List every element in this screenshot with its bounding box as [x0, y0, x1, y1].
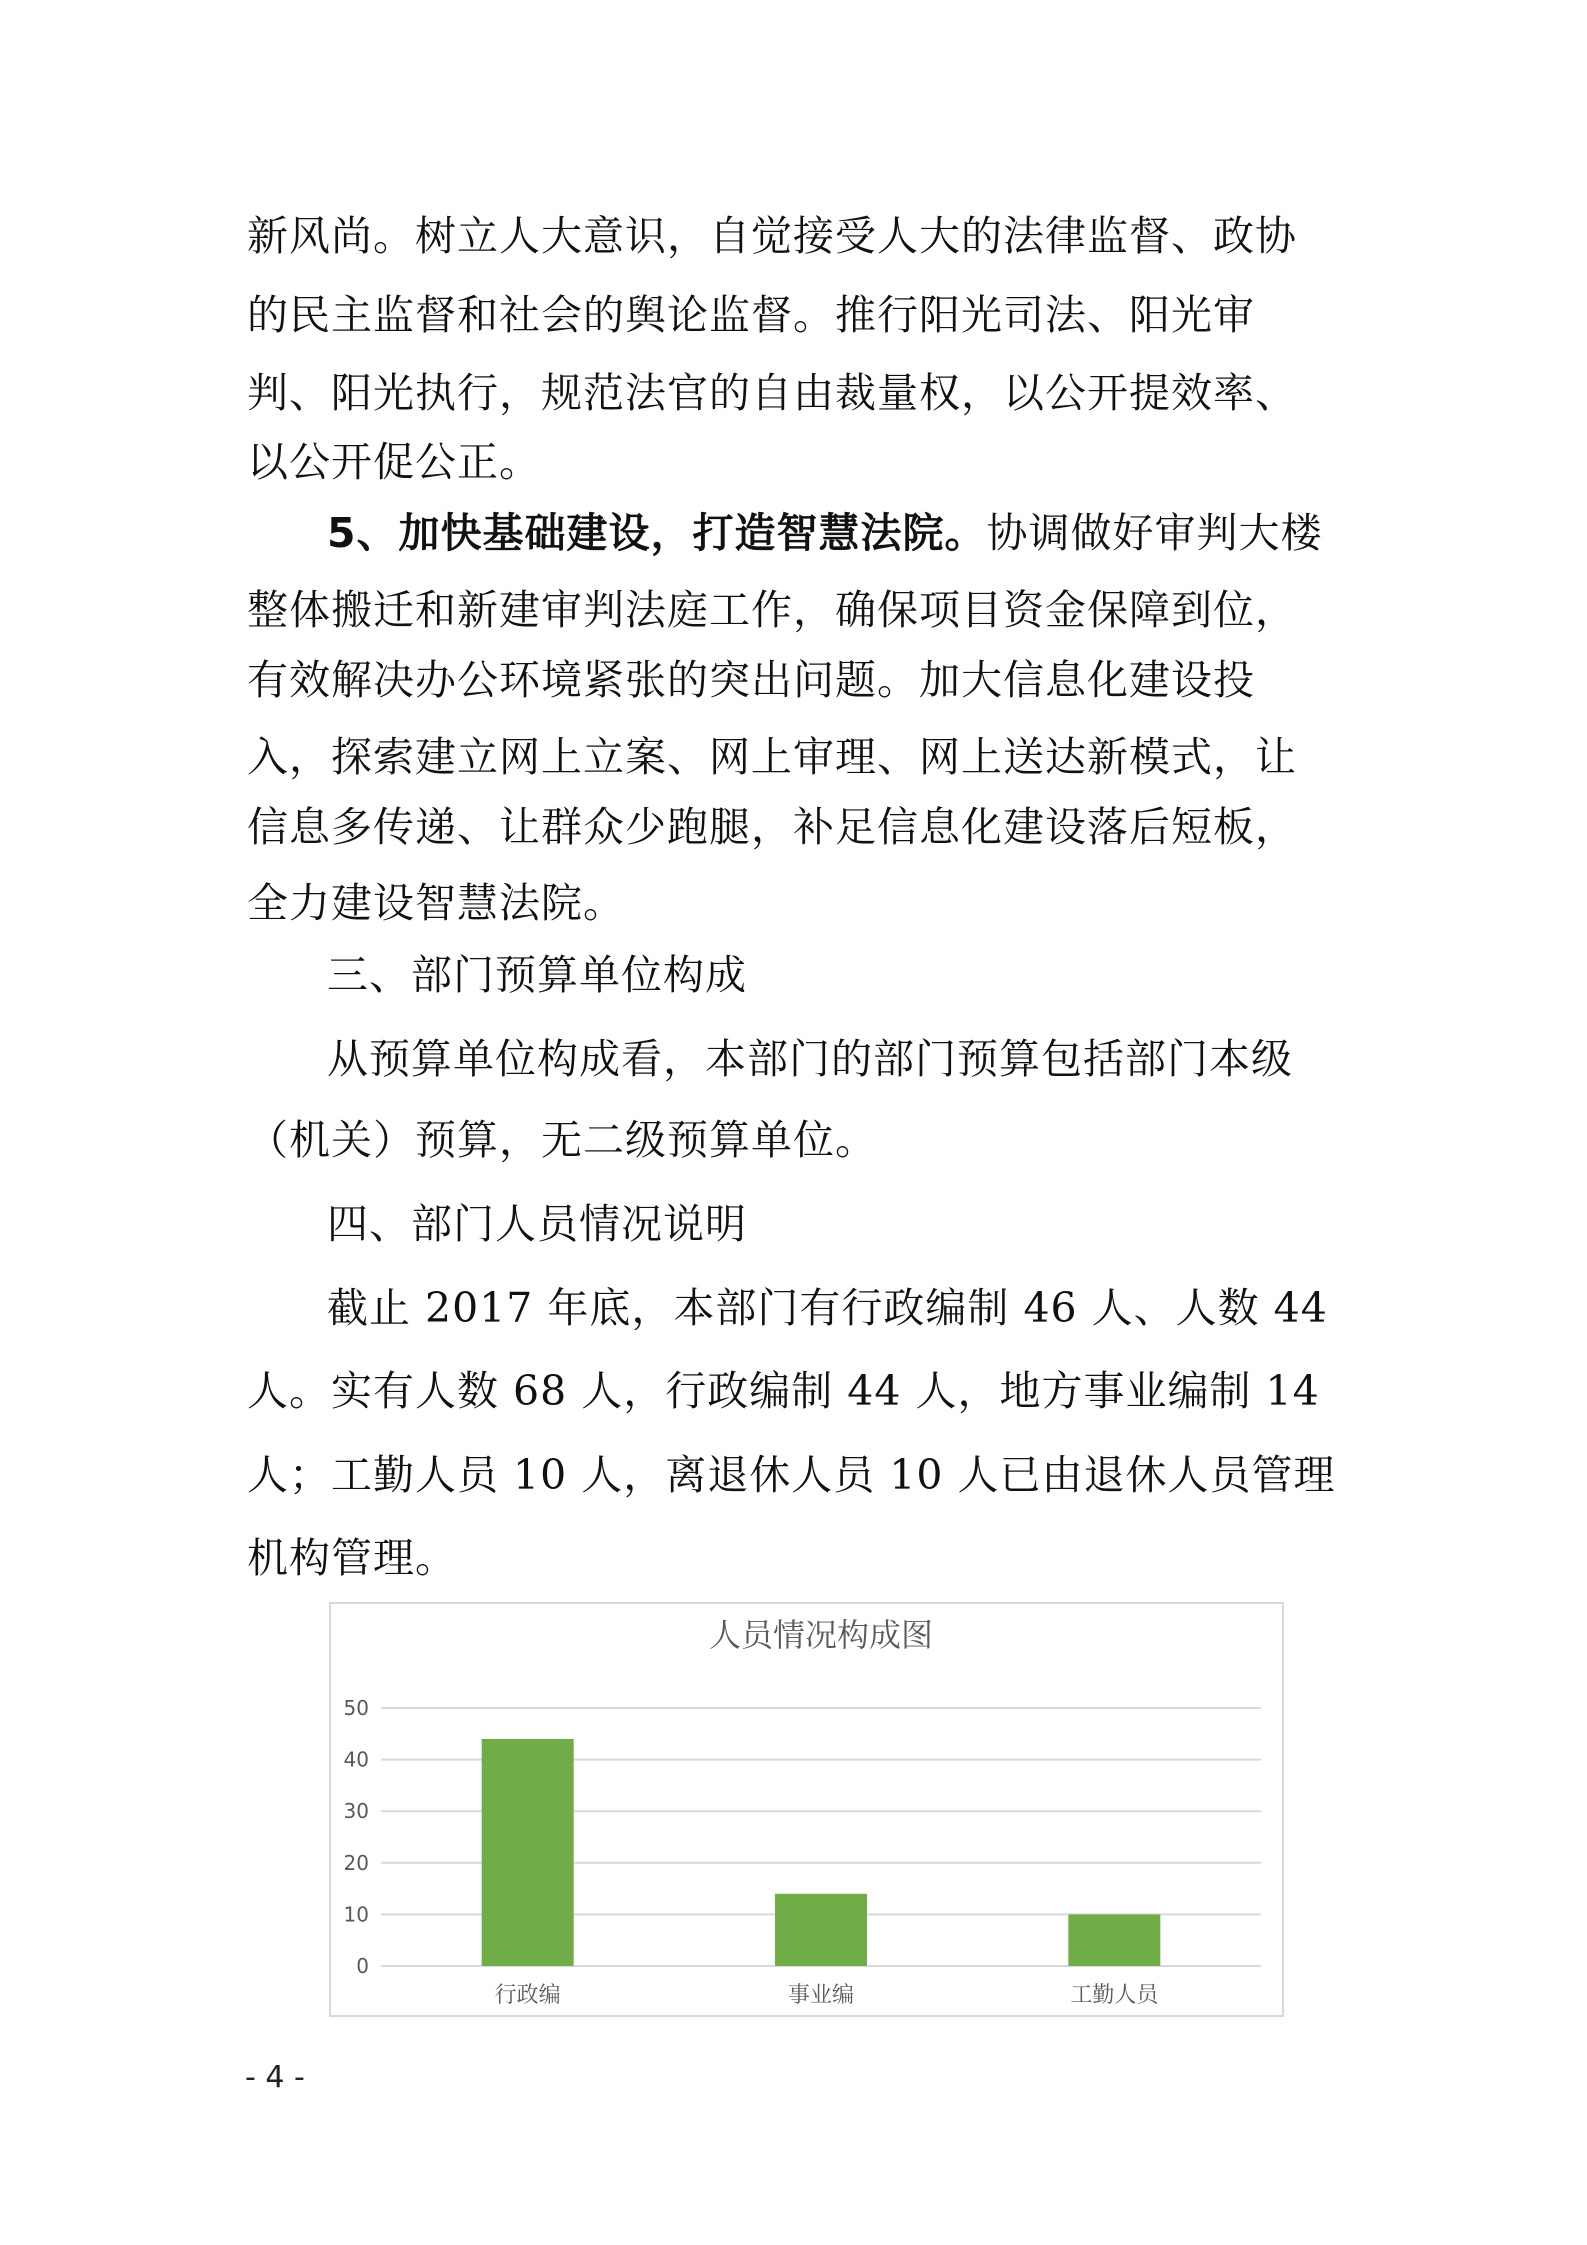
paragraph-text: 协调做好审判大楼 [986, 509, 1323, 557]
section-subheading: 5、加快基础建设，打造智慧法院。 [327, 509, 987, 557]
paragraph-line: 全力建设智慧法院。 [247, 879, 625, 927]
bar [1068, 1914, 1160, 1966]
page-number: - 4 - [245, 2060, 305, 2095]
y-tick-label: 30 [343, 1799, 369, 1824]
paragraph-line [327, 508, 1323, 558]
section-heading: 四、部门人员情况说明 [327, 1200, 747, 1248]
paragraph-line: 有效解决办公环境紧张的突出问题。加大信息化建设投 [247, 656, 1255, 704]
paragraph-line: 以公开促公正。 [247, 438, 541, 486]
x-category-label: 行政编 [494, 1983, 561, 2008]
paragraph-line: 新风尚。树立人大意识，自觉接受人大的法律监督、政协 [247, 212, 1297, 260]
paragraph-line: 整体搬迁和新建审判法庭工作，确保项目资金保障到位， [247, 586, 1297, 634]
paragraph-line: 人；工勤人员 10 人，离退休人员 10 人已由退休人员管理 [247, 1451, 1336, 1499]
chart-title: 人员情况构成图 [708, 1616, 934, 1654]
paragraph-line: 机构管理。 [247, 1534, 457, 1582]
y-tick-label: 10 [343, 1902, 369, 1927]
y-tick-label: 0 [356, 1954, 369, 1978]
paragraph-line: 截止 2017 年底，本部门有行政编制 46 人、人数 44 [327, 1284, 1328, 1332]
staff-composition-chart [329, 1602, 1284, 2017]
paragraph-line: 判、阳光执行，规范法官的自由裁量权，以公开提效率、 [247, 369, 1297, 417]
paragraph-line: 的民主监督和社会的舆论监督。推行阳光司法、阳光审 [247, 291, 1255, 339]
x-category-label: 事业编 [787, 1983, 855, 2008]
bar [482, 1739, 574, 1966]
paragraph-line: 从预算单位构成看，本部门的部门预算包括部门本级 [327, 1035, 1293, 1083]
bar-chart [331, 1604, 1282, 2015]
paragraph-line: 入，探索建立网上立案、网上审理、网上送达新模式，让 [247, 733, 1297, 781]
x-category-label: 工勤人员 [1070, 1983, 1159, 2008]
paragraph-line: （机关）预算，无二级预算单位。 [247, 1116, 877, 1164]
y-tick-label: 40 [343, 1747, 369, 1772]
y-tick-label: 50 [343, 1696, 369, 1720]
bar [775, 1894, 867, 1966]
paragraph-line: 信息多传递、让群众少跑腿，补足信息化建设落后短板， [247, 803, 1297, 851]
y-tick-label: 20 [343, 1850, 369, 1875]
paragraph-line: 人。实有人数 68 人，行政编制 44 人，地方事业编制 14 [247, 1367, 1320, 1415]
section-heading: 三、部门预算单位构成 [327, 951, 747, 999]
